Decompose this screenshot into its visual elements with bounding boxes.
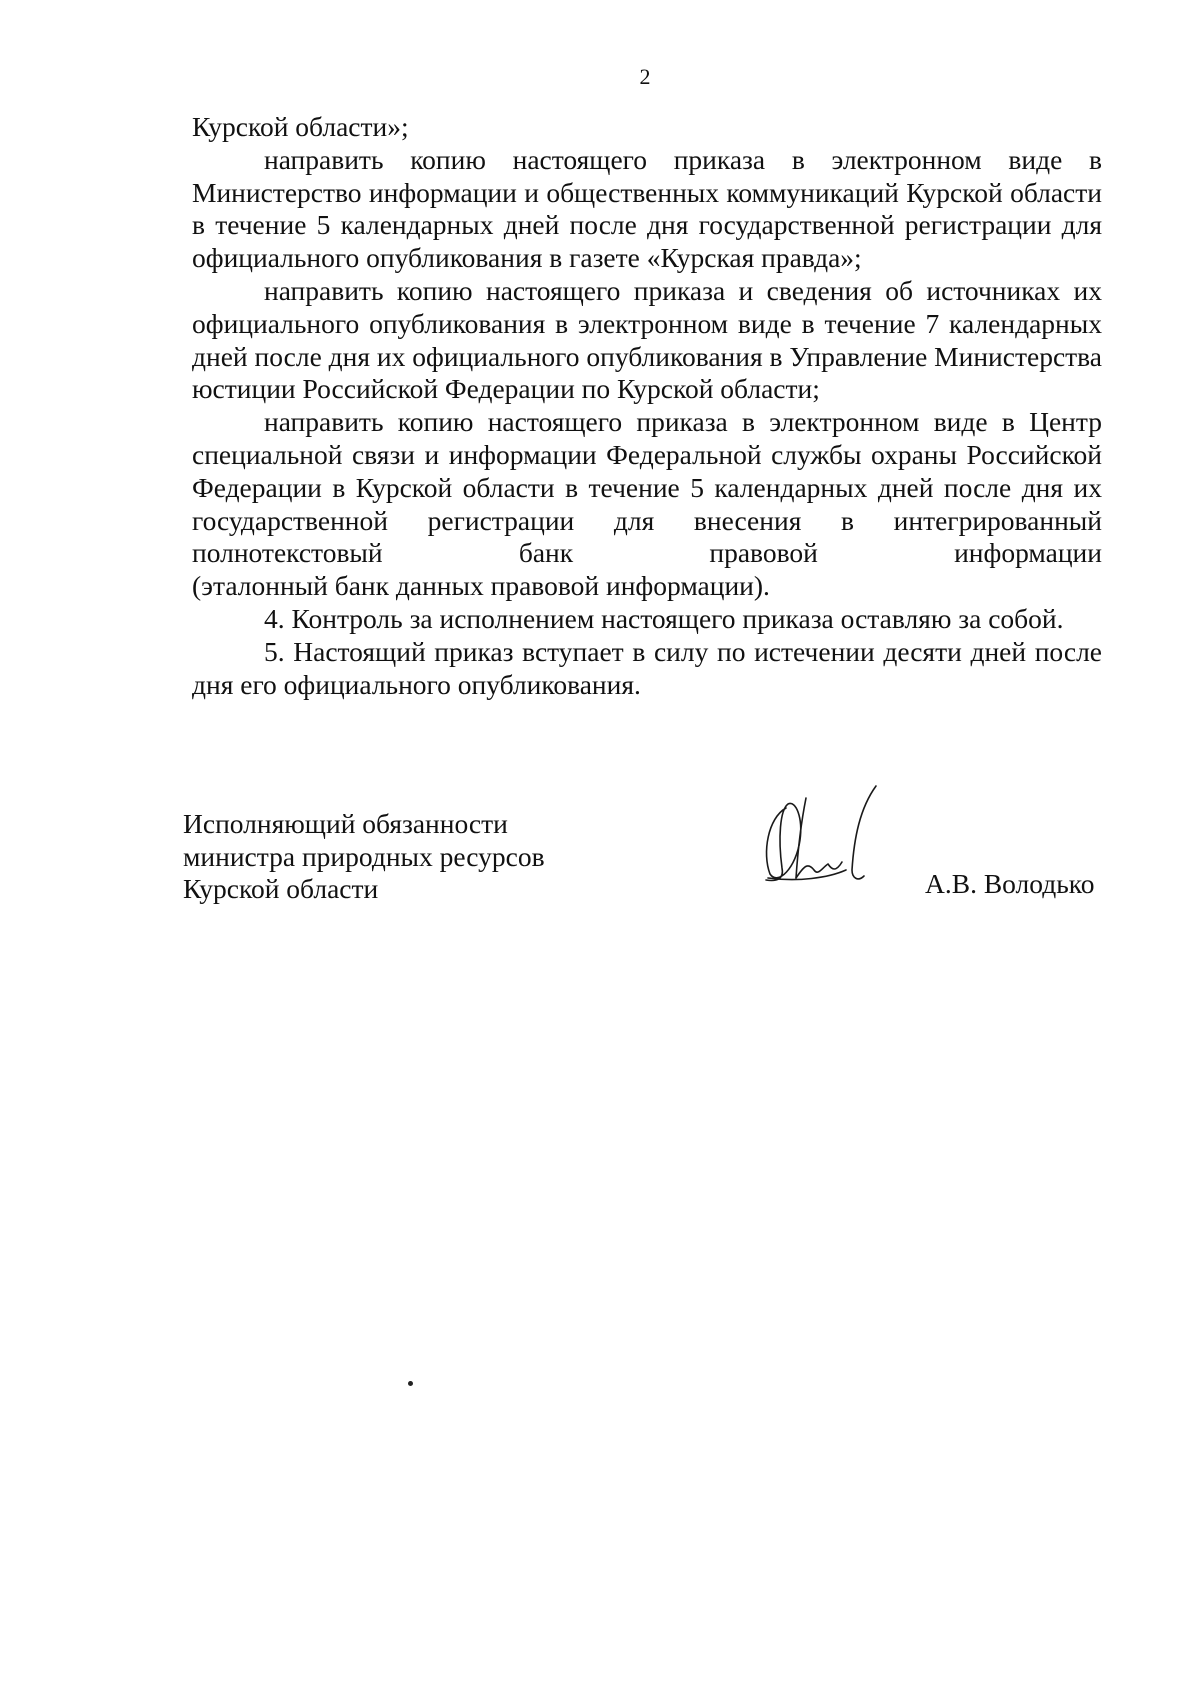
paragraph-reference-bank: (эталонный банк данных правовой информации).: [192, 570, 770, 602]
paragraph-special-communications: направить копию настоящего приказа в электронном виде в Центр специальной связи и информации Федеральной службы охраны Российской Федерации в Курской области в течение 5 календарных дней после дня их государственной регистрации для внесения в интегрированный полнотекстовый банк правовой информации: [192, 406, 1102, 569]
paragraph-ministry-information: направить копию настоящего приказа в электронном виде в Министерство информации и общественных коммуникаций Курской области в течение 5 календарных дней после дня государственной регистрации для официального опубликования в газете «Курская правда»;: [192, 143, 1102, 274]
handwritten-signature: [748, 778, 898, 898]
paragraph-ministry-justice: направить копию настоящего приказа и сведения об источниках их официального опубликования в электронном виде в течение 7 календарных дней после дня их официального опубликования в Управление Министерства юстиции Российской Федерации по Курской области;: [192, 274, 1102, 405]
scan-speck: [408, 1381, 413, 1386]
paragraph-continuation: Курской области»;: [192, 111, 409, 142]
signatory-name: А.В. Володько: [925, 868, 1095, 899]
paragraph-item-4: 4. Контроль за исполнением настоящего приказа оставляю за собой.: [264, 602, 1064, 634]
signatory-position-line: Курской области: [183, 873, 379, 904]
signatory-position-line: Исполняющий обязанности: [183, 808, 508, 839]
signatory-position: [183, 808, 545, 906]
paragraph-item-5: 5. Настоящий приказ вступает в силу по истечении десяти дней после дня его официального опубликования.: [192, 635, 1102, 700]
page-number: 2: [639, 64, 651, 89]
signatory-position-line: министра природных ресурсов: [183, 840, 545, 872]
document-body: [192, 111, 1102, 701]
